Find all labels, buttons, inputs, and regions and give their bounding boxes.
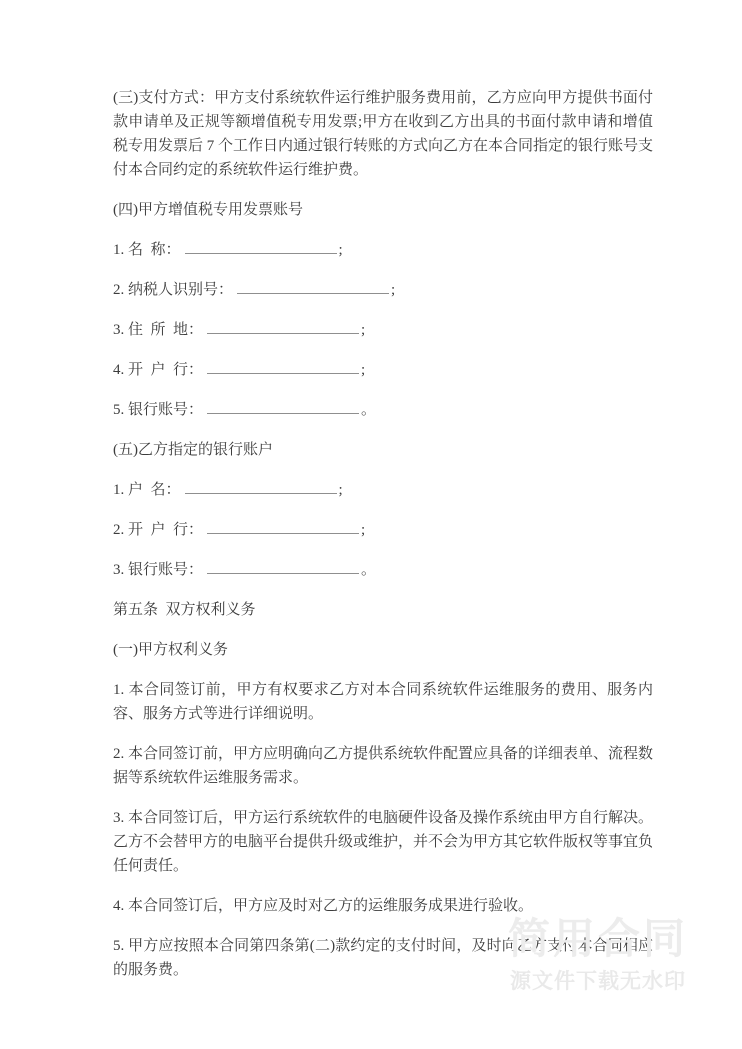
field-tail-punctuation: ; [338, 482, 343, 498]
partya-rights-item-1: 1. 本合同签订前，甲方有权要求乙方对本合同系统软件运维服务的费用、服务内容、服务方式等进行详细说明。 [113, 682, 653, 722]
field-label: 5. 银行账号： [113, 402, 204, 418]
blank-line [185, 238, 337, 254]
partya-rights-heading: (一)甲方权利义务 [113, 642, 228, 658]
article-five-heading: 第五条 双方权利义务 [113, 602, 256, 618]
clause-payment-method: (三)支付方式：甲方支付系统软件运行维护服务费用前，乙方应向甲方提供书面付款申请单及正规等额增值税专用发票;甲方在收到乙方出具的书面付款申请和增值税专用发票后 7 个工作日内通过银行转账的方式向乙方在本合同指定的银行账号支付本合同约定的系统软件运行维护费。 [113, 90, 654, 178]
field-label: 4. 开 户 行： [113, 362, 204, 378]
partya-rights-item-2: 2. 本合同签订前，甲方应明确向乙方提供系统软件配置应具备的详细表单、流程数据等系统软件运维服务需求。 [113, 746, 654, 786]
field-label: 2. 开 户 行： [113, 522, 204, 538]
field-tail-punctuation: ; [391, 282, 396, 298]
blank-line [207, 398, 359, 414]
partya-rights-item-3: 3. 本合同签订后，甲方运行系统软件的电脑硬件设备及操作系统由甲方自行解决。乙方不会替甲方的电脑平台提供升级或维护，并不会为甲方其它软件版权等事宜负任何责任。 [113, 810, 654, 874]
field-label: 3. 住 所 地： [113, 322, 204, 338]
field-label: 1. 名 称： [113, 242, 181, 258]
field-bank-branch [113, 358, 653, 382]
partya-rights-item-4: 4. 本合同签订后，甲方应及时对乙方的运维服务成果进行验收。 [113, 898, 534, 914]
field-label: 2. 纳税人识别号： [113, 282, 234, 298]
clause-invoice-account-heading: (四)甲方增值税专用发票账号 [113, 202, 303, 218]
field-tail-punctuation: ; [361, 362, 366, 378]
clause-partyb-bank-heading: (五)乙方指定的银行账户 [113, 442, 273, 458]
field-tail-punctuation: ; [361, 322, 366, 338]
partya-rights-item-5: 5. 甲方应按照本合同第四条第(二)款约定的支付时间，及时向乙方支付本合同相应的服务费。 [113, 938, 653, 978]
field-taxpayer-id [113, 278, 653, 302]
blank-line [237, 278, 389, 294]
field-account-holder [113, 478, 653, 502]
watermark-subtitle: 源文件下载无水印 [509, 970, 686, 993]
watermark-title: 简用合同 [507, 915, 688, 962]
blank-line [185, 478, 337, 494]
contract-body [113, 86, 653, 998]
field-tail-punctuation: ; [361, 522, 366, 538]
field-tail-punctuation: 。 [361, 562, 377, 578]
field-tail-punctuation: 。 [361, 402, 377, 418]
blank-line [207, 318, 359, 334]
blank-line [207, 358, 359, 374]
field-company-name [113, 238, 653, 262]
field-partyb-bank-branch [113, 518, 653, 542]
field-partyb-bank-account [113, 558, 653, 582]
blank-line [207, 558, 359, 574]
field-address [113, 318, 653, 342]
field-bank-account [113, 398, 653, 422]
blank-line [207, 518, 359, 534]
field-label: 3. 银行账号： [113, 562, 204, 578]
field-tail-punctuation: ; [338, 242, 343, 258]
field-label: 1. 户 名： [113, 482, 181, 498]
